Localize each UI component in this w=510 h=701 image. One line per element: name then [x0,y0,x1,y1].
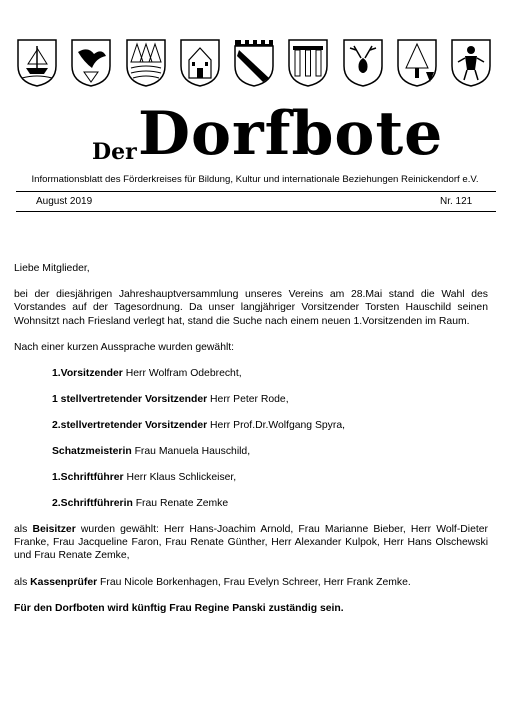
board-member [52,497,488,523]
paragraph-dorfbote-editor [14,602,488,615]
board-member [52,471,488,497]
role-title: 1.Schriftführer [52,472,124,484]
role-name: Frau Renate Zemke [132,498,229,510]
masthead-der: Der [92,139,137,165]
figure-crest-icon [450,38,492,88]
crest-row [16,38,492,90]
church-crest-icon [179,38,221,88]
role-name: Frau Manuela Hauschild, [131,446,251,458]
beisitzer-prefix: als [14,524,33,536]
kassen-names: Frau Nicole Borkenhagen, Frau Evelyn Schreer, Herr Frank Zemke. [97,576,411,588]
letter-body [14,262,488,615]
issue-number: Nr. 121 [440,196,473,207]
greeting: Liebe Mitglieder, [14,263,90,274]
beisitzer-names: wurden gewählt: Herr Hans-Joachim Arnold, Frau Marianne Bieber, Herr Wolf-Dieter Franke, Frau Jacqueline Faron, Frau Renate Günther, Herr Alexander Kulpok, Herr Hans Olschewski und Frau Renate Zemke, [14,524,488,562]
role-title: Schatzmeisterin [52,446,132,458]
ship-crest-icon [16,38,58,88]
masthead-subtitle: Informationsblatt des Förderkreises für Bildung, Kultur und internationale Beziehungen Reinickendorf e.V. [31,174,479,185]
board-member [52,445,488,471]
header-rule-top [16,191,496,192]
role-title: 1.Vorsitzender [52,368,123,380]
kassen-prefix: als [14,576,31,588]
paragraph-beisitzer [14,523,488,563]
issue-date: August 2019 [36,196,93,207]
tree-crest-icon [396,38,438,88]
trees-crest-icon [125,38,167,88]
role-title: 1 stellvertretender Vorsitzender [52,394,208,406]
masthead-title: Dorfbote [138,99,444,169]
paragraph-elected-intro: Nach einer kurzen Aussprache wurden gewählt: [14,341,235,353]
masthead [0,95,510,175]
board-member [52,393,488,419]
bird-crest-icon [70,38,112,88]
role-title: 2.stellvertretender Vorsitzender [52,420,208,432]
closing-bold: Für den Dorfboten wird künftig Frau Regine Panski zuständig sein. [14,602,344,614]
kassen-title: Kassenprüfer [30,576,98,588]
columns-crest-icon [287,38,329,88]
beisitzer-title: Beisitzer [32,524,76,536]
board-member [52,419,488,445]
role-name: Herr Klaus Schlickeiser, [123,472,237,484]
role-name: Herr Wolfram Odebrecht, [122,368,242,380]
board-member [52,367,488,393]
role-name: Herr Peter Rode, [207,394,289,406]
paragraph-election: bei der diesjährigen Jahreshauptversammlung unseres Vereins am 28.Mai stand die Wahl des Vorstandes auf der Tagesordnung. Da unser langjähriger Vorsitzender Torsten Hauschild seinen Wohnsitzt nach Friesland verlegt hat, stand die Suche nach einem neuen 1.Vorsitzenden im Raum. [14,289,488,327]
role-name: Herr Prof.Dr.Wolfgang Spyra, [207,420,345,432]
role-title: 2.Schriftführerin [52,498,133,510]
stag-crest-icon [342,38,384,88]
board-list [14,367,488,523]
castle-crest-icon [233,38,275,88]
paragraph-kassenpruefer [14,576,488,589]
header-rule-bottom [16,211,496,212]
